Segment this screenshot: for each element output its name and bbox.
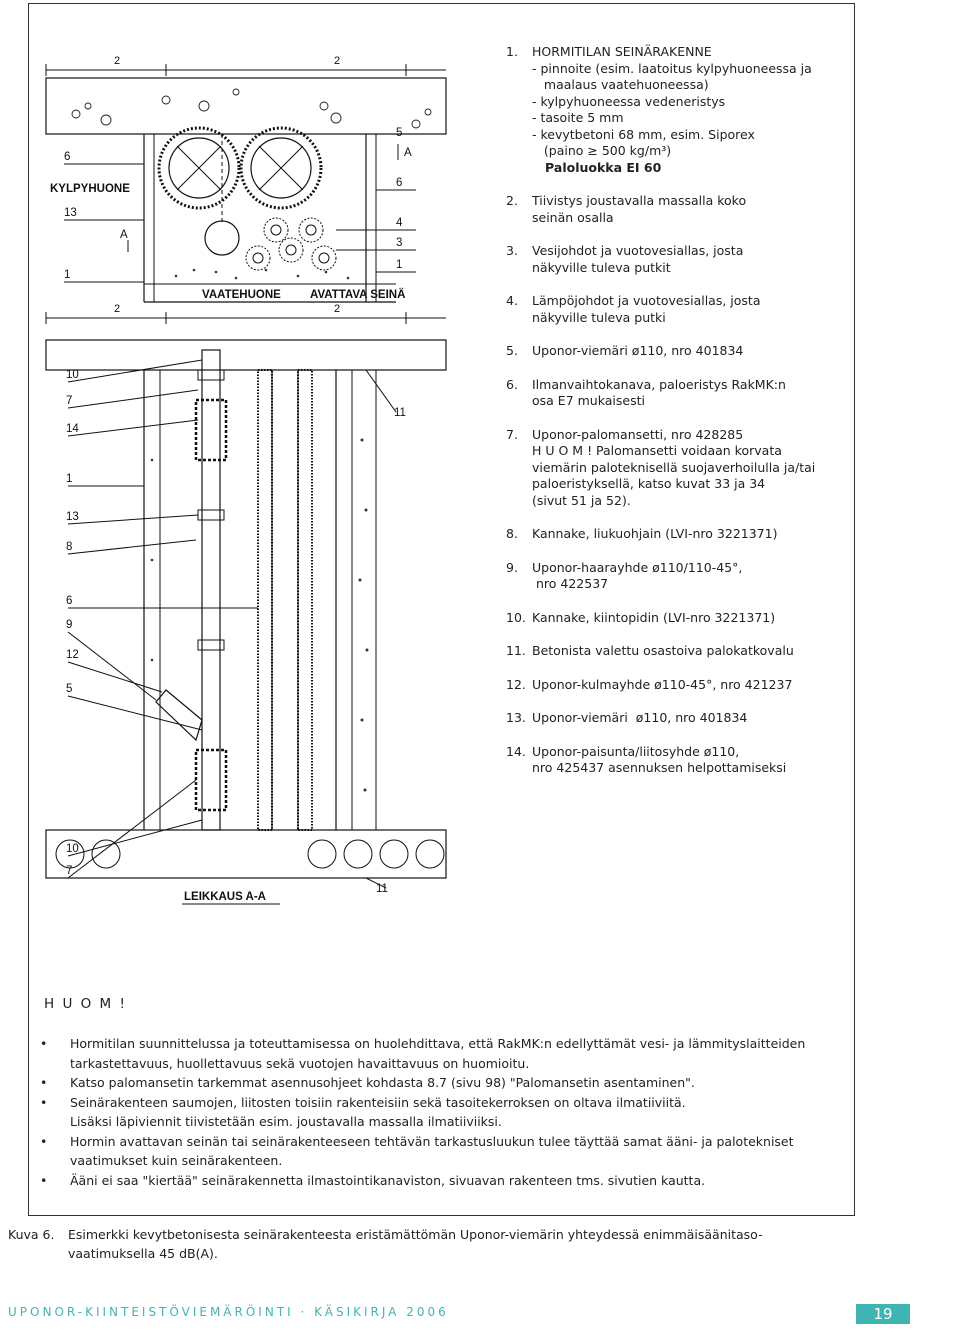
legend-line: paloeristyksellä, katso kuvat 33 ja 34 [532,476,766,491]
room-label-vaatehuone: VAATEHUONE [202,289,281,301]
legend-text [532,677,836,694]
note-line: Lisäksi läpiviennit tiivistetään esim. joustavalla massalla ilmatiiviiksi. [70,1114,502,1129]
plan-label-6: 6 [64,151,71,163]
plan-label-4: 4 [396,217,403,229]
note-line: Hormin avattavan seinän tai seinärakenteeseen tehtävän tarkastusluukun tulee täyttää samat ääni- ja palotekniset [70,1133,794,1149]
legend-number: 8. [506,526,518,541]
note-line: tarkastettavuus, huollettavuus sekä vuotojen havaittavuus on huomioitu. [70,1055,530,1071]
legend-line: Kannake, kiintopidin (LVI-nro 3221371) [532,609,776,625]
footer-title: UPONOR-KIINTEISTÖVIEMÄRÖINTI · KÄSIKIRJA 2006 [8,1305,449,1319]
huom-heading: H U O M ! [44,996,127,1012]
note-text [70,1073,695,1093]
plan-bottom-label-1: 2 [114,303,121,315]
section-marker-a-left: A [120,229,128,241]
legend-number: 14. [506,743,526,759]
legend-line: Uponor-haarayhde ø110/110-45°, [532,559,743,575]
room-label-kylpyhuone: KYLPYHUONE [50,183,130,195]
legend-line: HORMITILAN SEINÄRAKENNE [532,44,712,59]
legend-text [532,710,836,727]
legend-item [506,193,836,226]
legend-item [506,44,836,176]
legend-line: Tiivistys joustavalla massalla koko [532,193,747,208]
section-marker-a-right: A [404,147,412,159]
legend-item [506,243,836,276]
notes-list [40,1034,830,1190]
note-text [70,1171,705,1191]
note-item [40,1093,830,1132]
construction-drawing [36,40,456,910]
plan-label-1-right: 1 [396,259,403,271]
legend-line: nro 422537 [532,576,609,591]
legend-number: 3. [506,243,518,258]
legend-number: 6. [506,376,518,392]
figure-caption [8,1225,808,1263]
legend-line: H U O M ! Palomansetti voidaan korvata [532,443,782,458]
legend-line: - tasoite 5 mm [532,110,624,125]
section-label-14: 14 [66,423,79,435]
legend-list [506,44,836,794]
legend-item [506,643,836,660]
legend-text [532,44,836,176]
note-item [40,1073,830,1093]
section-label-6: 6 [66,595,73,607]
plan-label-5: 5 [396,127,403,139]
bullet-icon: • [40,1075,48,1090]
note-line: Seinärakenteen saumojen, liitosten toisiin rakenteisiin sekä tasoitekerroksen on oltava ilmatiiviitä. [70,1094,686,1110]
page-number: 19 [856,1304,910,1324]
legend-number: 13. [506,710,526,725]
legend-line: osa E7 mukaisesti [532,393,645,408]
legend-line: näkyville tuleva putkit [532,259,671,275]
legend-number: 4. [506,293,518,308]
legend-line: - pinnoite (esim. laatoitus kylpyhuoneessa ja [532,60,812,76]
caption-label: Kuva 6. [8,1227,55,1242]
legend-item [506,427,836,510]
legend-line: - kevytbetoni 68 mm, esim. Siporex [532,126,755,142]
legend-item [506,610,836,627]
legend-item [506,526,836,543]
caption-line: vaatimuksella 45 dB(A). [68,1246,218,1261]
plan-label-6-right: 6 [396,177,403,189]
legend-text [532,560,836,593]
legend-line: - kylpyhuoneessa vedeneristys [532,93,726,109]
legend-item [506,710,836,727]
section-label-12: 12 [66,649,79,661]
caption-line: Esimerkki kevytbetonisesta seinärakenteesta eristämättömän Uponor-viemärin yhteydessä enimmäisäänitaso- [68,1227,763,1242]
note-line: vaatimukset kuin seinärakenteen. [70,1153,283,1168]
legend-line: seinän osalla [532,209,614,225]
section-label-11-top: 11 [394,407,406,419]
legend-item [506,343,836,360]
legend-line: Uponor-palomansetti, nro 428285 [532,426,744,442]
legend-line: näkyville tuleva putki [532,309,666,325]
plan-label-13: 13 [64,207,77,219]
note-line: Ääni ei saa "kiertää" seinärakennetta ilmastointikanaviston, sivuavan rakenteen tms. sivutien kautta. [70,1172,706,1188]
legend-number: 12. [506,676,526,692]
bullet-icon: • [40,1094,48,1110]
legend-line: Uponor-viemäri ø110, nro 401834 [532,343,744,358]
plan-label-1: 1 [64,269,71,281]
legend-line: Uponor-kulmayhde ø110-45°, nro 421237 [532,676,793,692]
note-item [40,1034,830,1073]
legend-text [532,377,836,410]
legend-line: Uponor-paisunta/liitosyhde ø110, [532,743,740,759]
legend-number: 9. [506,559,518,575]
plan-bottom-label-2: 2 [334,303,341,315]
note-text [70,1034,805,1073]
plan-view [46,55,446,324]
legend-line: (sivut 51 ja 52). [532,492,631,508]
legend-number: 11. [506,643,526,658]
legend-text [532,243,836,276]
legend-line: maalaus vaatehuoneessa) [532,77,709,92]
legend-fire-class: Paloluokka EI 60 [532,159,662,175]
legend-number: 2. [506,193,518,208]
legend-text [532,193,836,226]
legend-text [532,427,836,510]
section-label-10: 10 [66,369,79,381]
legend-text [532,610,836,627]
legend-line: (paino ≥ 500 kg/m³) [532,143,672,158]
section-title: LEIKKAUS A-A [184,891,266,903]
legend-number: 5. [506,343,518,358]
note-item [40,1171,830,1191]
room-label-avattava-seina: AVATTAVA SEINÄ [310,289,406,301]
note-item [40,1132,830,1171]
legend-item [506,293,836,326]
caption-text [68,1225,763,1263]
plan-top-label-1: 2 [114,55,121,67]
section-label-1: 1 [66,473,73,485]
legend-line: nro 425437 asennuksen helpottamiseksi [532,760,787,775]
legend-text [532,744,836,777]
section-label-11-bottom: 11 [376,883,388,895]
section-label-8: 8 [66,541,73,553]
legend-number: 7. [506,426,518,442]
legend-item [506,560,836,593]
bullet-icon: • [40,1133,48,1149]
legend-line: viemärin paloteknisellä suojaverhoilulla ja/tai [532,459,816,475]
legend-text [532,293,836,326]
section-label-9: 9 [66,619,73,631]
note-text [70,1093,686,1132]
plan-top-label-2: 2 [334,55,341,67]
section-label-10-bottom: 10 [66,843,79,855]
legend-text [532,526,836,543]
legend-line: Uponor-viemäri ø110, nro 401834 [532,710,748,725]
bullet-icon: • [40,1036,48,1051]
legend-number: 1. [506,44,518,59]
legend-line: Lämpöjohdot ja vuotovesiallas, josta [532,293,761,308]
legend-line: Vesijohdot ja vuotovesiallas, josta [532,243,744,258]
section-label-7: 7 [66,395,73,407]
legend-item [506,744,836,777]
legend-text [532,643,836,660]
legend-number: 10. [506,609,526,625]
legend-line: Ilmanvaihtokanava, paloeristys RakMK:n [532,376,786,392]
bullet-icon: • [40,1172,48,1188]
legend-line: Betonista valettu osastoiva palokatkovalu [532,643,794,658]
legend-item [506,377,836,410]
section-label-7-bottom: 7 [66,865,73,877]
legend-text [532,343,836,360]
section-label-13: 13 [66,511,79,523]
note-text [70,1132,794,1171]
note-line: Katso palomansetin tarkemmat asennusohjeet kohdasta 8.7 (sivu 98) "Palomansetin asentaminen". [70,1075,695,1090]
plan-label-3: 3 [396,237,403,249]
section-label-5: 5 [66,683,73,695]
legend-item [506,677,836,694]
legend-line: Kannake, liukuohjain (LVI-nro 3221371) [532,526,778,541]
section-view [46,340,446,904]
note-line: Hormitilan suunnittelussa ja toteuttamisessa on huolehdittava, että RakMK:n edellyttämät vesi- ja lämmityslaitteiden [70,1036,806,1051]
